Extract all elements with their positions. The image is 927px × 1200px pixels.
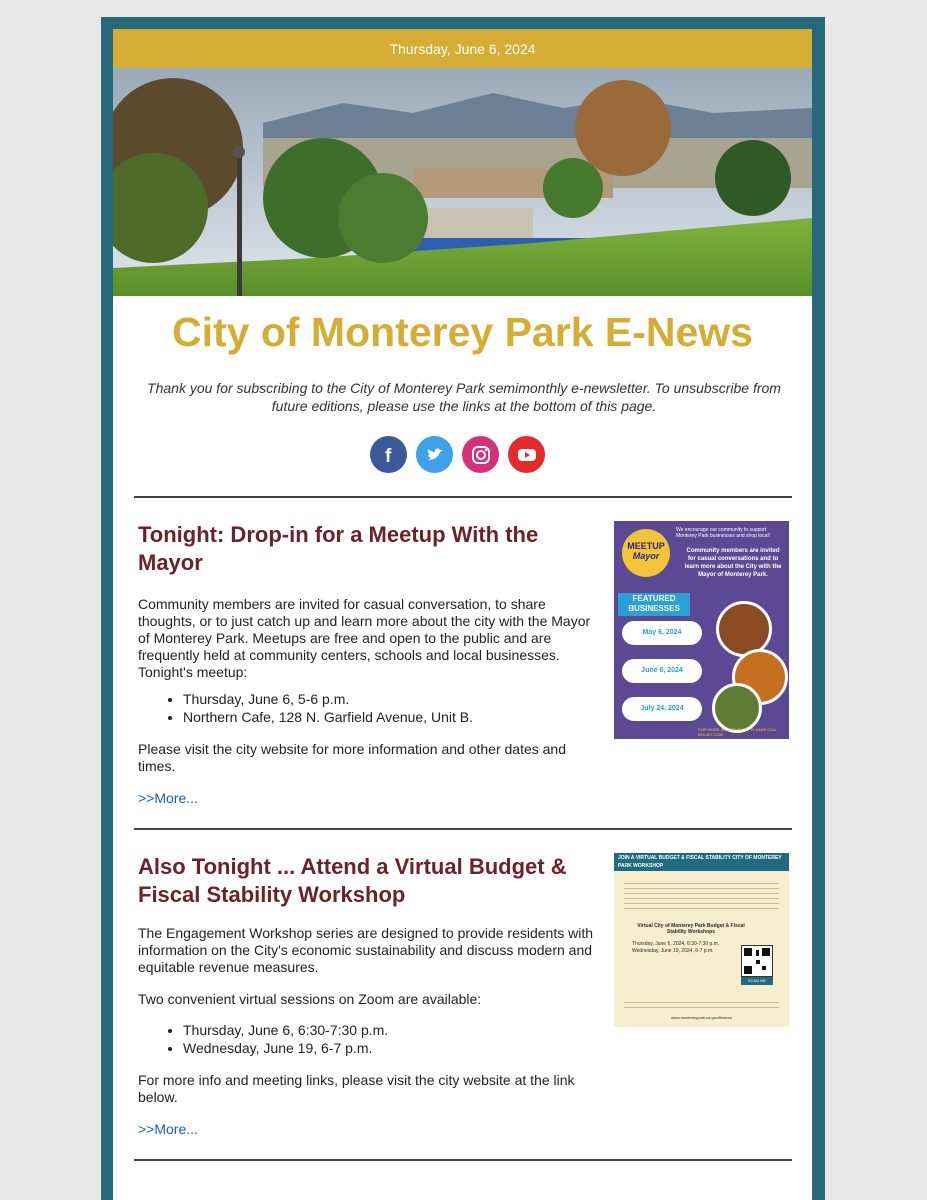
svg-text:f: f xyxy=(384,445,391,466)
facebook-icon[interactable] xyxy=(370,436,407,473)
list-item: • Northern Cafe, 128 N. Garfield Avenue, Unit B. xyxy=(183,708,473,726)
flyer-session: Thursday, June 6, 2024, 6:30-7:30 p.m. xyxy=(632,941,720,947)
flyer-heading: JOIN A VIRTUAL BUDGET & FISCAL STABILITY CITY OF MONTEREY PARK WORKSHOP xyxy=(614,853,789,871)
workshop-flyer[interactable] xyxy=(614,853,789,1027)
section-divider xyxy=(134,828,792,830)
qr-code-icon xyxy=(741,945,773,977)
flyer-url: www.montereypark.ca.gov/finance xyxy=(671,1015,732,1020)
twitter-icon[interactable] xyxy=(416,436,453,473)
youtube-icon[interactable] xyxy=(508,436,545,473)
flyer-invite: Community members are invited for casual conversations and to learn more about the City with the Mayor of Monterey Park. xyxy=(684,548,782,578)
more-link[interactable]: >>More... xyxy=(138,790,198,806)
flyer-footer: FOR MORE INFORMATION, PLEASE CALL 626-307-1359 xyxy=(698,727,778,737)
badge-top-text: MEETUP xyxy=(627,541,665,551)
article-paragraph: The Engagement Workshop series are designed to provide residents with information on the City's economic sustainability and discuss modern and equitable revenue measures. xyxy=(138,925,593,975)
flyer-date: May 6, 2024 xyxy=(622,621,702,645)
more-link[interactable]: >>More... xyxy=(138,1121,198,1137)
scan-me-label: SCAN ME xyxy=(741,977,773,985)
flyer-subheading: Virtual City of Monterey Park Budget & Fiscal Stability Workshops xyxy=(637,923,745,935)
article-paragraph: Community members are invited for casual conversation, to share thoughts, or to just catch up and learn more about the city with the Mayor of Monterey Park. Meetups are free and open to the public and are frequently held at community centers, schools and local businesses. Tonight's meetup: xyxy=(138,596,591,680)
section-divider xyxy=(134,496,792,498)
flyer-date: July 24, 2024 xyxy=(622,697,702,721)
article-bullets xyxy=(138,690,473,726)
article-title: Tonight: Drop-in for a Meetup With the Mayor xyxy=(138,522,539,575)
intro-text: Thank you for subscribing to the City of Monterey Park semimonthly e-newsletter. To unsubscribe from future editions, please use the links at the bottom of this page. xyxy=(147,380,781,414)
flyer-session: Wednesday, June 19, 2024, 6-7 p.m. xyxy=(632,948,714,954)
badge-bottom-text: Mayor xyxy=(632,551,660,561)
list-item: • Thursday, June 6, 6:30-7:30 p.m. xyxy=(183,1021,388,1039)
food-photo xyxy=(712,683,762,733)
flyer-date: June 6, 2024 xyxy=(622,659,702,683)
featured-banner: FEATURED BUSINESSES xyxy=(618,593,690,616)
newsletter-title: City of Monterey Park E-News xyxy=(172,309,753,355)
section-divider xyxy=(134,1159,792,1161)
instagram-icon[interactable] xyxy=(462,436,499,473)
article-paragraph: For more info and meeting links, please visit the city website at the link below. xyxy=(138,1072,575,1105)
flyer-tagline: We encourage our community to support Monterey Park businesses and shop local! xyxy=(676,527,770,539)
meetup-flyer[interactable] xyxy=(614,521,789,739)
article-paragraph: Please visit the city website for more information and other dates and times. xyxy=(138,741,566,774)
flyer-body-text xyxy=(624,879,779,909)
flyer-sessions xyxy=(632,941,742,955)
list-item: • Wednesday, June 19, 6-7 p.m. xyxy=(183,1039,388,1057)
issue-date: Thursday, June 6, 2024 xyxy=(389,40,536,57)
date-banner xyxy=(113,29,812,68)
list-item: • Thursday, June 6, 5-6 p.m. xyxy=(183,690,473,708)
article-bullets xyxy=(138,1021,388,1057)
social-links xyxy=(370,436,545,473)
article-title: Also Tonight ... Attend a Virtual Budget & Fiscal Stability Workshop xyxy=(138,854,567,907)
hero-image xyxy=(113,68,812,296)
article-paragraph: Two convenient virtual sessions on Zoom are available: xyxy=(138,991,482,1007)
flyer-footer-text xyxy=(624,998,779,1012)
meetup-badge xyxy=(622,529,670,577)
